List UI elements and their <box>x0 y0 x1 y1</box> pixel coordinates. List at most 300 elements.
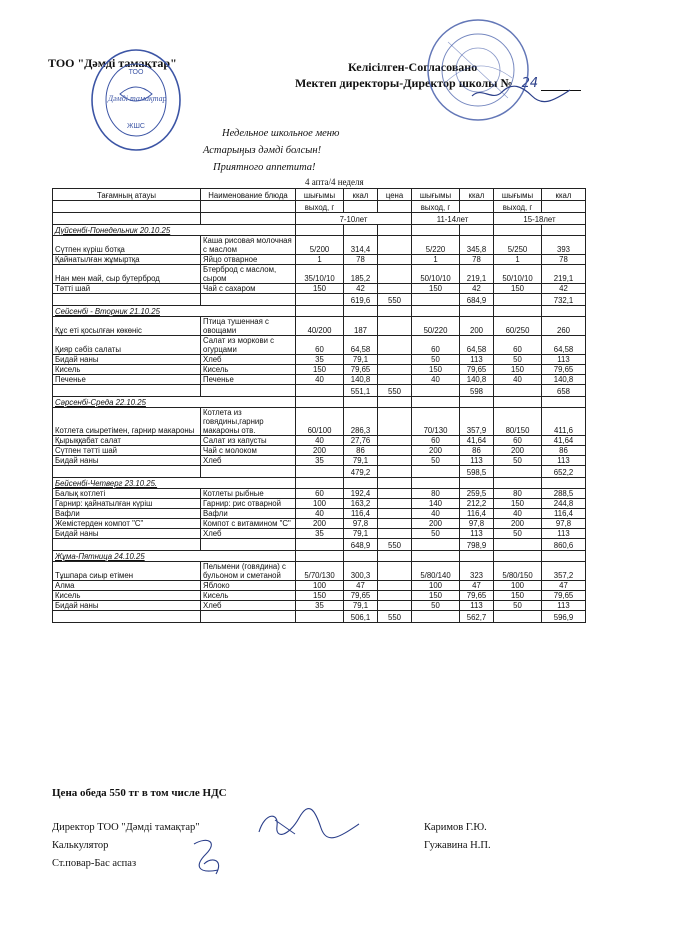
age-header: 11-14лет <box>412 213 494 225</box>
week-label: 4 апта/4 неделя <box>305 177 364 187</box>
kcal-11-14: 259,5 <box>460 489 494 499</box>
kcal-11-14: 219,1 <box>460 265 494 284</box>
price-cell <box>378 519 412 529</box>
output-11-14: 150 <box>412 591 460 601</box>
dish-name-ru: Птица тушенная с овощами <box>201 317 296 336</box>
dish-name-kz: Кисель <box>53 591 201 601</box>
col-header: ккал <box>344 189 378 201</box>
day-name: Сейсенбі - Вторник 21.10.25 <box>53 306 296 317</box>
col-header: ккал <box>542 189 586 201</box>
dish-name-kz: Бидай наны <box>53 529 201 539</box>
price-cell <box>378 375 412 385</box>
empty-cell <box>378 478 412 489</box>
output-11-14: 50 <box>412 601 460 611</box>
output-7-10: 35 <box>296 355 344 365</box>
kcal-11-14: 140,8 <box>460 375 494 385</box>
dish-name-kz: Тәтті шай <box>53 284 201 294</box>
dish-row <box>53 519 586 529</box>
kcal-15-18: 357,2 <box>542 562 586 581</box>
kcal-15-18: 219,1 <box>542 265 586 284</box>
dish-row <box>53 489 586 499</box>
total-price: 550 <box>378 539 412 551</box>
kcal-7-10: 140,8 <box>344 375 378 385</box>
empty-cell <box>494 294 542 306</box>
day-name: Бейсенбі-Четверг 23.10.25. <box>53 478 296 489</box>
kcal-7-10: 79,1 <box>344 529 378 539</box>
empty-cell <box>412 539 460 551</box>
kcal-11-14: 97,8 <box>460 519 494 529</box>
output-11-14: 5/220 <box>412 236 460 255</box>
output-11-14: 200 <box>412 519 460 529</box>
dish-name-kz: Гарнир: қайнатылған күріш <box>53 499 201 509</box>
output-15-18: 50 <box>494 529 542 539</box>
price-cell <box>378 499 412 509</box>
output-11-14: 60 <box>412 436 460 446</box>
output-11-14: 50 <box>412 456 460 466</box>
output-11-14: 150 <box>412 284 460 294</box>
director-name: Каримов Г.Ю. <box>424 822 487 833</box>
output-7-10: 40 <box>296 509 344 519</box>
dish-name-ru: Компот с витамином "С" <box>201 519 296 529</box>
output-7-10: 1 <box>296 255 344 265</box>
kcal-7-10: 86 <box>344 446 378 456</box>
total-kcal-11-14: 798,9 <box>460 539 494 551</box>
dish-row <box>53 365 586 375</box>
empty-cell <box>296 466 344 478</box>
empty-cell <box>494 306 542 317</box>
dish-name-ru: Хлеб <box>201 456 296 466</box>
output-15-18: 80/150 <box>494 408 542 436</box>
empty-cell <box>412 225 460 236</box>
kcal-7-10: 192,4 <box>344 489 378 499</box>
day-row <box>53 551 586 562</box>
price-cell <box>378 255 412 265</box>
kcal-15-18: 41,64 <box>542 436 586 446</box>
empty-cell <box>201 385 296 397</box>
kcal-11-14: 113 <box>460 456 494 466</box>
stamp-inner-text: Дәмді тамақтар <box>108 94 167 103</box>
price-cell <box>378 509 412 519</box>
empty-cell <box>296 294 344 306</box>
col-header: шығымы <box>412 189 460 201</box>
empty-cell <box>378 551 412 562</box>
total-price <box>378 466 412 478</box>
kcal-11-14: 86 <box>460 446 494 456</box>
dish-name-kz: Котлета сиыретімен, гарнир макароны <box>53 408 201 436</box>
output-7-10: 60 <box>296 336 344 355</box>
dish-name-ru: Чай с молоком <box>201 446 296 456</box>
empty-cell <box>201 201 296 213</box>
director-signature <box>470 82 580 106</box>
price-cell <box>378 317 412 336</box>
total-row <box>53 539 586 551</box>
day-name: Сәрсенбі-Среда 22.10.25 <box>53 397 296 408</box>
total-kcal-11-14: 598,5 <box>460 466 494 478</box>
empty-cell <box>494 385 542 397</box>
empty-cell <box>412 385 460 397</box>
kcal-11-14: 323 <box>460 562 494 581</box>
total-kcal-11-14: 684,9 <box>460 294 494 306</box>
dish-name-kz: Жемістерден компот "С" <box>53 519 201 529</box>
calculator-title: Калькулятор <box>52 840 109 851</box>
total-price: 550 <box>378 294 412 306</box>
dish-name-kz: Тұшпара сиыр етімен <box>53 562 201 581</box>
dish-row <box>53 529 586 539</box>
kcal-11-14: 200 <box>460 317 494 336</box>
output-11-14: 70/130 <box>412 408 460 436</box>
dish-name-ru: Каша рисовая молочная с маслом <box>201 236 296 255</box>
svg-text:ЖШС: ЖШС <box>127 123 145 130</box>
table-subheader-row <box>53 201 586 213</box>
kcal-7-10: 187 <box>344 317 378 336</box>
empty-cell <box>460 201 494 213</box>
title-kazakh-wish: Астарыңыз дәмді болсын! <box>203 145 322 156</box>
dish-name-ru: Котлеты рыбные <box>201 489 296 499</box>
total-price: 550 <box>378 611 412 623</box>
dish-row <box>53 581 586 591</box>
empty-cell <box>460 478 494 489</box>
sub-header: выход, г <box>494 201 542 213</box>
output-15-18: 50 <box>494 456 542 466</box>
empty-cell <box>53 466 201 478</box>
output-15-18: 40 <box>494 509 542 519</box>
price-cell <box>378 591 412 601</box>
dish-row <box>53 336 586 355</box>
kcal-11-14: 79,65 <box>460 365 494 375</box>
dish-row <box>53 436 586 446</box>
output-7-10: 200 <box>296 519 344 529</box>
dish-name-ru: Яйцо отварное <box>201 255 296 265</box>
empty-cell <box>494 551 542 562</box>
empty-cell <box>378 201 412 213</box>
dish-name-ru: Чай с сахаром <box>201 284 296 294</box>
kcal-11-14: 357,9 <box>460 408 494 436</box>
kcal-7-10: 286,3 <box>344 408 378 436</box>
empty-cell <box>412 306 460 317</box>
output-11-14: 140 <box>412 499 460 509</box>
empty-cell <box>53 201 201 213</box>
output-11-14: 150 <box>412 365 460 375</box>
dish-name-kz: Қияр сәбіз салаты <box>53 336 201 355</box>
output-15-18: 150 <box>494 365 542 375</box>
kcal-7-10: 116,4 <box>344 509 378 519</box>
output-7-10: 60/100 <box>296 408 344 436</box>
dish-name-kz: Балық котлеті <box>53 489 201 499</box>
kcal-7-10: 79,65 <box>344 591 378 601</box>
dish-row <box>53 317 586 336</box>
kcal-15-18: 79,65 <box>542 591 586 601</box>
empty-cell <box>460 225 494 236</box>
output-11-14: 60 <box>412 336 460 355</box>
dish-row <box>53 265 586 284</box>
dish-name-kz: Сүтпен күріш ботқа <box>53 236 201 255</box>
empty-cell <box>542 225 586 236</box>
kcal-11-14: 41,64 <box>460 436 494 446</box>
empty-cell <box>494 539 542 551</box>
kcal-15-18: 86 <box>542 446 586 456</box>
dish-row <box>53 284 586 294</box>
dish-name-kz: Сүтпен тәтті шай <box>53 446 201 456</box>
sub-header: выход, г <box>412 201 460 213</box>
output-7-10: 40/200 <box>296 317 344 336</box>
dish-row <box>53 591 586 601</box>
dish-name-ru: Хлеб <box>201 355 296 365</box>
kcal-11-14: 113 <box>460 529 494 539</box>
kcal-7-10: 47 <box>344 581 378 591</box>
kcal-11-14: 79,65 <box>460 591 494 601</box>
kcal-15-18: 79,65 <box>542 365 586 375</box>
total-kcal-15-18: 658 <box>542 385 586 397</box>
output-15-18: 200 <box>494 446 542 456</box>
title-bon-appetit: Приятного аппетита! <box>213 162 316 173</box>
total-kcal-7-10: 619,6 <box>344 294 378 306</box>
total-kcal-7-10: 479,2 <box>344 466 378 478</box>
calculator-signature <box>188 834 234 880</box>
table-header-row <box>53 189 586 201</box>
total-kcal-11-14: 562,7 <box>460 611 494 623</box>
output-15-18: 60/250 <box>494 317 542 336</box>
price-cell <box>378 236 412 255</box>
output-15-18: 50 <box>494 355 542 365</box>
output-15-18: 60 <box>494 336 542 355</box>
dish-name-ru: Пельмени (говядина) с бульоном и сметаной <box>201 562 296 581</box>
kcal-15-18: 78 <box>542 255 586 265</box>
dish-name-ru: Бтерброд с маслом, сыром <box>201 265 296 284</box>
empty-cell <box>378 397 412 408</box>
empty-cell <box>412 478 460 489</box>
kcal-15-18: 42 <box>542 284 586 294</box>
kcal-15-18: 97,8 <box>542 519 586 529</box>
title-weekly-menu: Недельное школьное меню <box>222 128 340 139</box>
kcal-7-10: 64,58 <box>344 336 378 355</box>
kcal-7-10: 79,1 <box>344 456 378 466</box>
price-cell <box>378 529 412 539</box>
output-15-18: 150 <box>494 591 542 601</box>
output-15-18: 60 <box>494 436 542 446</box>
kcal-7-10: 27,76 <box>344 436 378 446</box>
dish-name-kz: Қайнатылған жұмыртқа <box>53 255 201 265</box>
empty-cell <box>53 539 201 551</box>
kcal-15-18: 393 <box>542 236 586 255</box>
empty-cell <box>344 551 378 562</box>
dish-name-ru: Печенье <box>201 375 296 385</box>
day-row <box>53 306 586 317</box>
empty-cell <box>296 385 344 397</box>
empty-cell <box>412 294 460 306</box>
output-11-14: 50 <box>412 355 460 365</box>
price-cell <box>378 562 412 581</box>
output-7-10: 40 <box>296 375 344 385</box>
empty-cell <box>201 539 296 551</box>
total-row <box>53 294 586 306</box>
empty-cell <box>344 201 378 213</box>
kcal-11-14: 116,4 <box>460 509 494 519</box>
output-7-10: 5/200 <box>296 236 344 255</box>
empty-cell <box>542 397 586 408</box>
output-7-10: 150 <box>296 284 344 294</box>
empty-cell <box>296 306 344 317</box>
kcal-11-14: 212,2 <box>460 499 494 509</box>
empty-cell <box>378 225 412 236</box>
director-ltd-signature <box>255 806 365 842</box>
output-7-10: 150 <box>296 365 344 375</box>
output-7-10: 35/10/10 <box>296 265 344 284</box>
col-header: шығымы <box>296 189 344 201</box>
kcal-15-18: 260 <box>542 317 586 336</box>
price-cell <box>378 365 412 375</box>
output-7-10: 200 <box>296 446 344 456</box>
kcal-11-14: 113 <box>460 601 494 611</box>
kcal-7-10: 79,1 <box>344 355 378 365</box>
total-row <box>53 466 586 478</box>
dish-name-kz: Бидай наны <box>53 456 201 466</box>
price-cell <box>378 284 412 294</box>
output-11-14: 50/10/10 <box>412 265 460 284</box>
output-11-14: 5/80/140 <box>412 562 460 581</box>
kcal-7-10: 163,2 <box>344 499 378 509</box>
empty-cell <box>296 551 344 562</box>
output-15-18: 100 <box>494 581 542 591</box>
empty-cell <box>201 466 296 478</box>
dish-row <box>53 236 586 255</box>
dish-name-ru: Хлеб <box>201 601 296 611</box>
dish-name-kz: Алма <box>53 581 201 591</box>
empty-cell <box>542 478 586 489</box>
kcal-15-18: 113 <box>542 601 586 611</box>
svg-text:ТОО: ТОО <box>128 69 144 76</box>
output-7-10: 60 <box>296 489 344 499</box>
day-name: Жұма-Пятница 24.10.25 <box>53 551 296 562</box>
empty-cell <box>494 478 542 489</box>
dish-name-ru: Кисель <box>201 365 296 375</box>
empty-cell <box>201 213 296 225</box>
output-11-14: 1 <box>412 255 460 265</box>
kcal-15-18: 116,4 <box>542 509 586 519</box>
price-cell <box>378 336 412 355</box>
total-row <box>53 385 586 397</box>
dish-name-ru: Салат из моркови с огурцами <box>201 336 296 355</box>
col-header: цена <box>378 189 412 201</box>
price-cell <box>378 436 412 446</box>
dish-name-kz: Нан мен май, сыр бутерброд <box>53 265 201 284</box>
kcal-15-18: 113 <box>542 355 586 365</box>
empty-cell <box>344 478 378 489</box>
total-price: 550 <box>378 385 412 397</box>
total-row <box>53 611 586 623</box>
empty-cell <box>296 225 344 236</box>
price-cell <box>378 265 412 284</box>
dish-name-ru: Салат из капусты <box>201 436 296 446</box>
empty-cell <box>296 478 344 489</box>
total-kcal-15-18: 732,1 <box>542 294 586 306</box>
empty-cell <box>53 385 201 397</box>
col-header: Тағамның атауы <box>53 189 201 201</box>
kcal-11-14: 42 <box>460 284 494 294</box>
col-header: ккал <box>460 189 494 201</box>
dish-name-kz: Бидай наны <box>53 601 201 611</box>
total-kcal-7-10: 506,1 <box>344 611 378 623</box>
day-name: Дүйсенбі-Понедельник 20.10.25 <box>53 225 296 236</box>
total-kcal-15-18: 652,2 <box>542 466 586 478</box>
empty-cell <box>296 611 344 623</box>
empty-cell <box>460 397 494 408</box>
kcal-15-18: 113 <box>542 456 586 466</box>
dish-name-kz: Қырыққабат салат <box>53 436 201 446</box>
day-row <box>53 397 586 408</box>
table-age-row <box>53 213 586 225</box>
empty-cell <box>542 201 586 213</box>
empty-cell <box>412 397 460 408</box>
output-7-10: 150 <box>296 591 344 601</box>
col-header: Наименование блюда <box>201 189 296 201</box>
empty-cell <box>344 225 378 236</box>
col-header: шығымы <box>494 189 542 201</box>
dish-name-kz: Вафли <box>53 509 201 519</box>
dish-name-ru: Яблоко <box>201 581 296 591</box>
empty-cell <box>460 306 494 317</box>
dish-name-ru: Вафли <box>201 509 296 519</box>
company-name: ТОО "Дәмді тамақтар" <box>48 56 177 70</box>
dish-row <box>53 499 586 509</box>
price-cell <box>378 456 412 466</box>
kcal-7-10: 97,8 <box>344 519 378 529</box>
dish-row <box>53 509 586 519</box>
empty-cell <box>53 294 201 306</box>
price-cell <box>378 581 412 591</box>
price-cell <box>378 408 412 436</box>
output-15-18: 50 <box>494 601 542 611</box>
empty-cell <box>378 306 412 317</box>
dish-name-ru: Гарнир: рис отварной <box>201 499 296 509</box>
empty-cell <box>53 611 201 623</box>
day-row <box>53 478 586 489</box>
director-title: Директор ТОО "Дәмді тамақтар" <box>52 822 200 833</box>
director-line-text: Мектеп директоры-Директор школы № <box>295 76 513 90</box>
output-11-14: 50 <box>412 529 460 539</box>
empty-cell <box>296 397 344 408</box>
output-7-10: 35 <box>296 601 344 611</box>
age-header: 15-18лет <box>494 213 586 225</box>
dish-row <box>53 456 586 466</box>
dish-row <box>53 375 586 385</box>
total-kcal-11-14: 598 <box>460 385 494 397</box>
kcal-7-10: 300,3 <box>344 562 378 581</box>
dish-row <box>53 255 586 265</box>
dish-row <box>53 355 586 365</box>
kcal-7-10: 78 <box>344 255 378 265</box>
output-15-18: 150 <box>494 499 542 509</box>
empty-cell <box>460 551 494 562</box>
output-11-14: 50/220 <box>412 317 460 336</box>
dish-name-ru: Кисель <box>201 591 296 601</box>
dish-name-kz: Кисель <box>53 365 201 375</box>
kcal-11-14: 78 <box>460 255 494 265</box>
kcal-7-10: 42 <box>344 284 378 294</box>
output-7-10: 40 <box>296 436 344 446</box>
kcal-15-18: 64,58 <box>542 336 586 355</box>
empty-cell <box>494 397 542 408</box>
chef-title: Ст.повар-Бас аспаз <box>52 858 137 869</box>
kcal-7-10: 79,1 <box>344 601 378 611</box>
output-7-10: 35 <box>296 456 344 466</box>
school-number: 24 <box>521 76 539 91</box>
output-7-10: 100 <box>296 499 344 509</box>
kcal-11-14: 64,58 <box>460 336 494 355</box>
total-kcal-15-18: 596,9 <box>542 611 586 623</box>
kcal-7-10: 314,4 <box>344 236 378 255</box>
kcal-11-14: 47 <box>460 581 494 591</box>
output-7-10: 35 <box>296 529 344 539</box>
